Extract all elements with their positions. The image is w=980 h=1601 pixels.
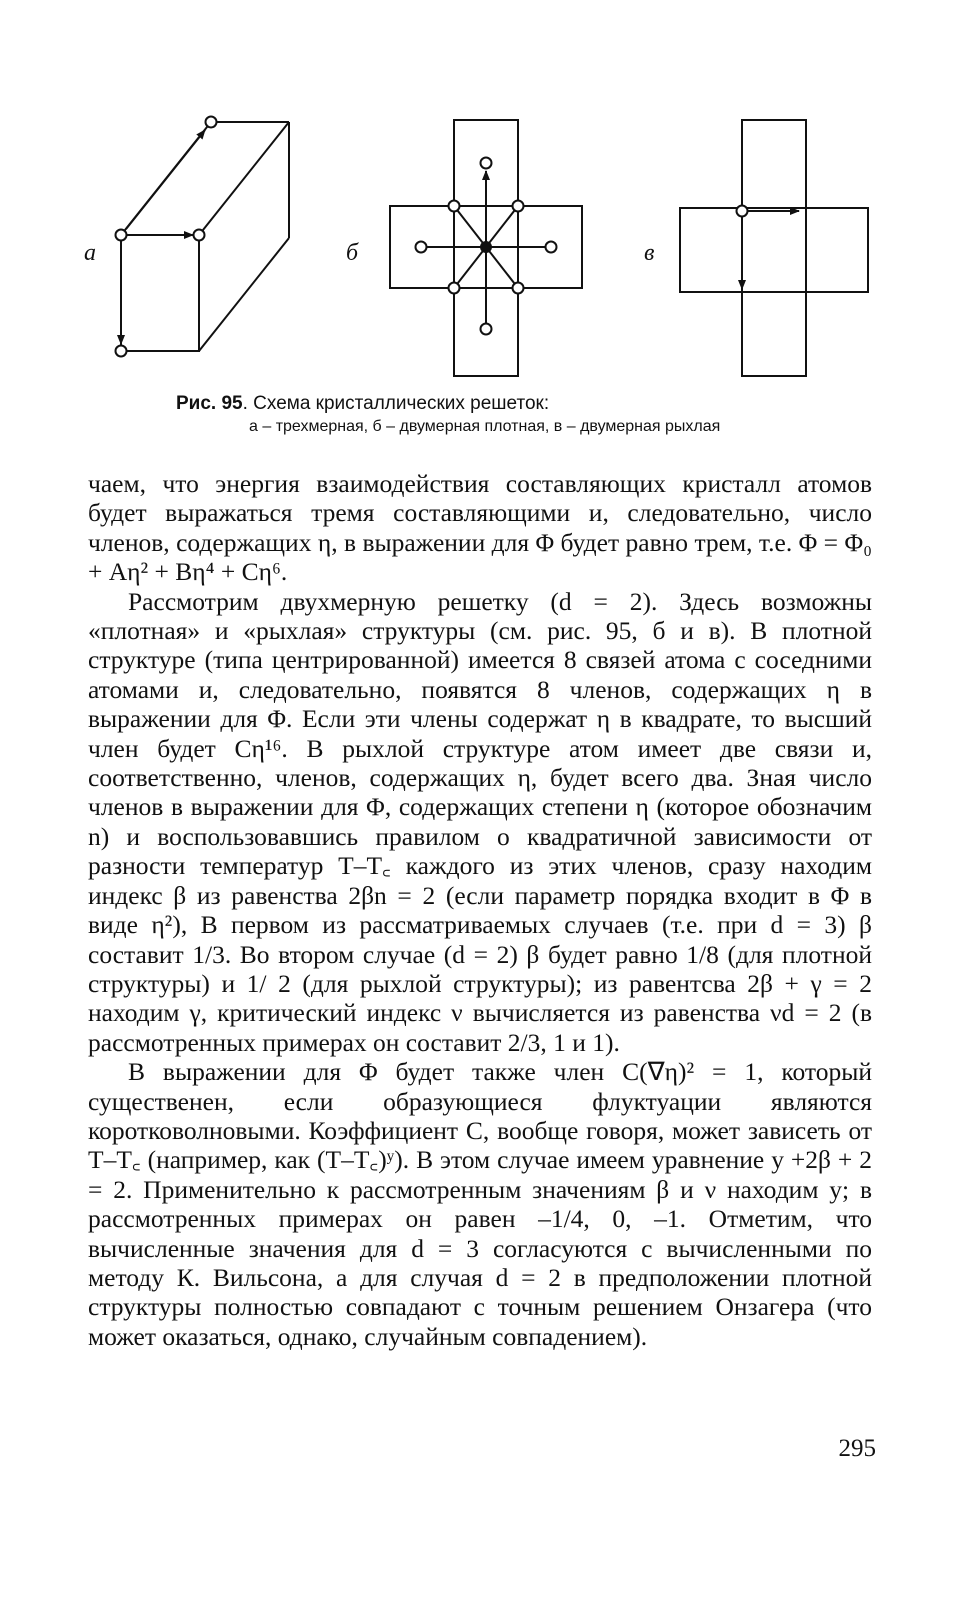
page-number: 295	[838, 1435, 876, 1462]
figure-label-v: в	[644, 240, 655, 266]
crystal-lattice-figure	[0, 0, 980, 390]
paragraph-1: чаем, что энергия взаимодействия составляющих кристалл атомов будет выражаться тремя составляющими и, следовательно, число членов, содержащих η, в выражении для Φ будет равно трем, т.е. Φ = Φ₀ + Aη² + Bη⁴ + Cη⁶.	[88, 469, 872, 587]
figure-label-b: б	[346, 240, 359, 266]
caption-lead: Рис. 95	[176, 393, 243, 414]
lattice-2d-loose-diagram	[680, 120, 868, 376]
lattice-2d-dense-diagram	[390, 120, 582, 376]
paragraph-3: В выражении для Φ будет также член C(∇η)² = 1, который существенен, если образующиеся флуктуации являются коротковолновыми. Коэффициент C, вообще говоря, может зависеть от T–T꜀ (например, как (T–T꜀)ʸ). В этом случае имеем уравнение y +2β + 2 = 2. Применительно к рассмотренным значениям β и ν находим y; в рассмотренных примерах он равен –1/4, 0, –1. Отметим, что вычисленные значения для d = 3 согласуются с вычисленными по методу К. Вильсона, а для случая d = 2 в предположении плотной структуры полностью совпадают с точным решением Онзагера (что может оказаться, однако, случайным совпадением).	[88, 1057, 872, 1351]
lattice-3d-diagram	[116, 117, 290, 357]
figure-label-a: а	[84, 240, 96, 266]
figure-caption	[176, 392, 876, 438]
paragraph-2: Рассмотрим двухмерную решетку (d = 2). Здесь возможны «плотная» и «рыхлая» структуры (см. рис. 95, б и в). В плотной структуре (типа центрированной) имеется 8 связей атома с соседними атомами и, следовательно, появятся 8 членов, содержащих η в выражении для Φ. Если эти члены содержат η в квадрате, то высший член будет Cη¹⁶. В рыхлой структуре атом имеет две связи и, соответственно, членов, содержащих η, будет всего два. Зная число членов в выражении для Φ, содержащих степени η (которое обозначим n) и воспользовавшись правилом о квадратичной зависимости от разности температур T–T꜀ каждого из этих членов, сразу находим индекс β из равенства 2βn = 2 (если параметр порядка входит в Φ в виде η²), В первом из рассматриваемых случаев (т.е. при d = 3) β составит 1/3. Во втором случае (d = 2) β будет равно 1/8 (для плотной структуры) и 1/ 2 (для рыхлой структуры); из равентсва 2β + γ = 2 находим γ, критический индекс ν вычисляется из равенства νd = 2 (в рассмотренных примерах он составит 2/3, 1 и 1).	[88, 586, 872, 1057]
caption-subtitle: а – трехмерная, б – двумерная плотная, в – двумерная рыхлая	[249, 418, 721, 435]
body-text	[88, 469, 872, 1351]
caption-title: . Схема кристаллических решеток:	[242, 393, 550, 414]
